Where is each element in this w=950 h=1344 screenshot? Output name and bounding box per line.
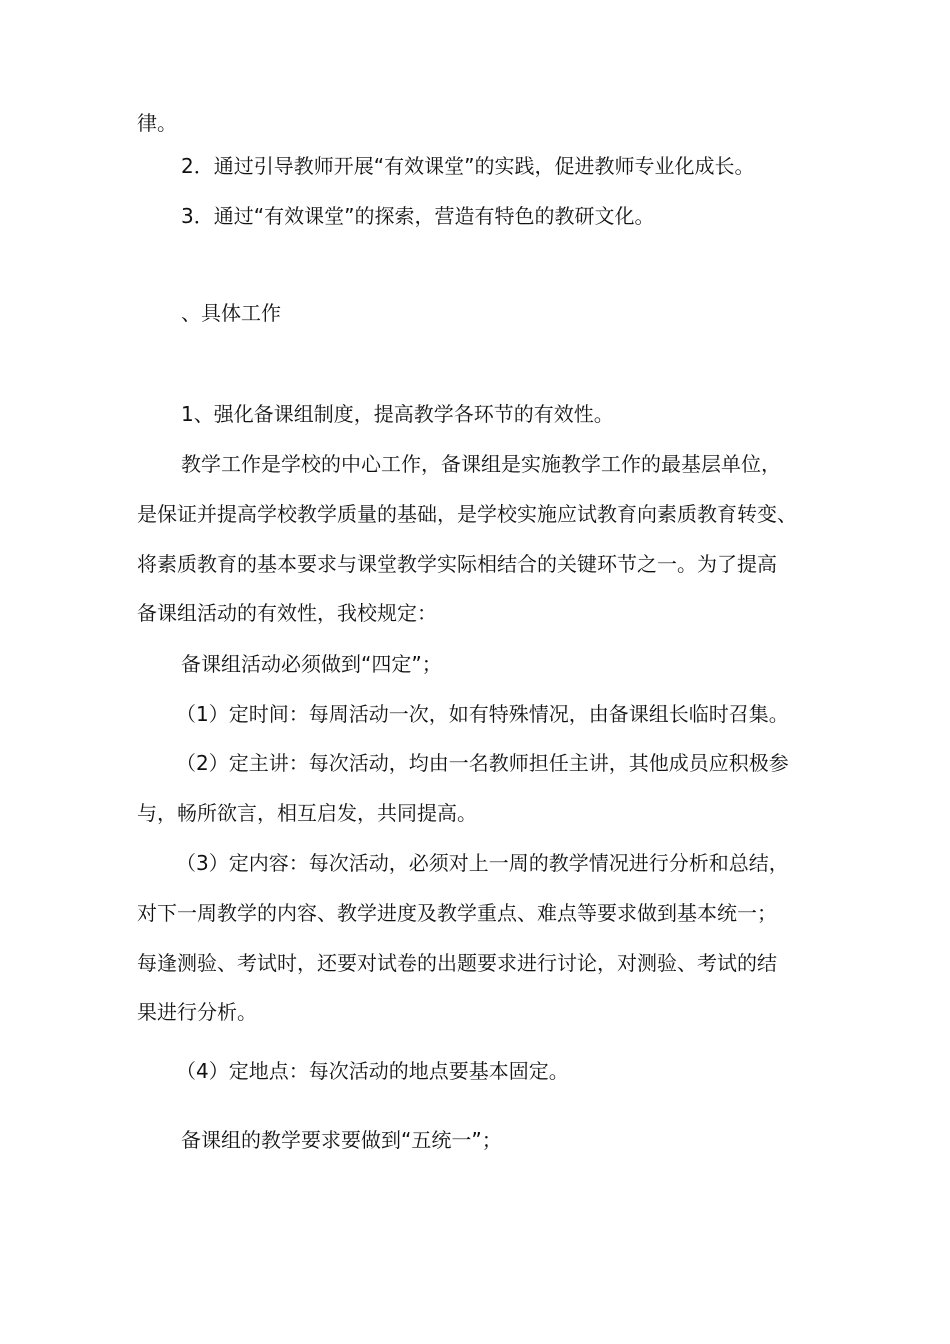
text-line: 备课组的教学要求要做到“五统一”； — [181, 1128, 502, 1152]
text-line: 与，畅所欲言，相互启发，共同提高。 — [137, 801, 477, 825]
subsection-heading: 1、强化备课组制度，提高教学各环节的有效性。 — [181, 402, 614, 426]
text-line: 是保证并提高学校教学质量的基础，是学校实施应试教育向素质教育转变、 — [137, 502, 797, 526]
list-item: （2）定主讲：每次活动，均由一名教师担任主讲，其他成员应积极参 — [176, 751, 789, 775]
text-line: 教学工作是学校的中心工作，备课组是实施教学工作的最基层单位， — [181, 452, 781, 476]
text-line: 果进行分析。 — [137, 1000, 257, 1024]
list-item: （4）定地点：每次活动的地点要基本固定。 — [176, 1059, 569, 1083]
text-line: 备课组活动必须做到“四定”； — [181, 652, 442, 676]
text-line: 律。 — [137, 111, 177, 135]
text-line: 3．通过“有效课堂”的探索，营造有特色的教研文化。 — [181, 204, 655, 228]
text-line: 备课组活动的有效性，我校规定： — [137, 601, 437, 625]
list-item: （1）定时间：每周活动一次，如有特殊情况，由备课组长临时召集。 — [176, 702, 789, 726]
text-line: 将素质教育的基本要求与课堂教学实际相结合的关键环节之一。为了提高 — [137, 552, 777, 576]
text-line: 对下一周教学的内容、教学进度及教学重点、难点等要求做到基本统一； — [137, 901, 777, 925]
section-heading: 、具体工作 — [181, 301, 281, 325]
text-line: 每逢测验、考试时，还要对试卷的出题要求进行讨论，对测验、考试的结 — [137, 951, 777, 975]
list-item: （3）定内容：每次活动，必须对上一周的教学情况进行分析和总结， — [176, 851, 789, 875]
text-line: 2．通过引导教师开展“有效课堂”的实践，促进教师专业化成长。 — [181, 154, 755, 178]
